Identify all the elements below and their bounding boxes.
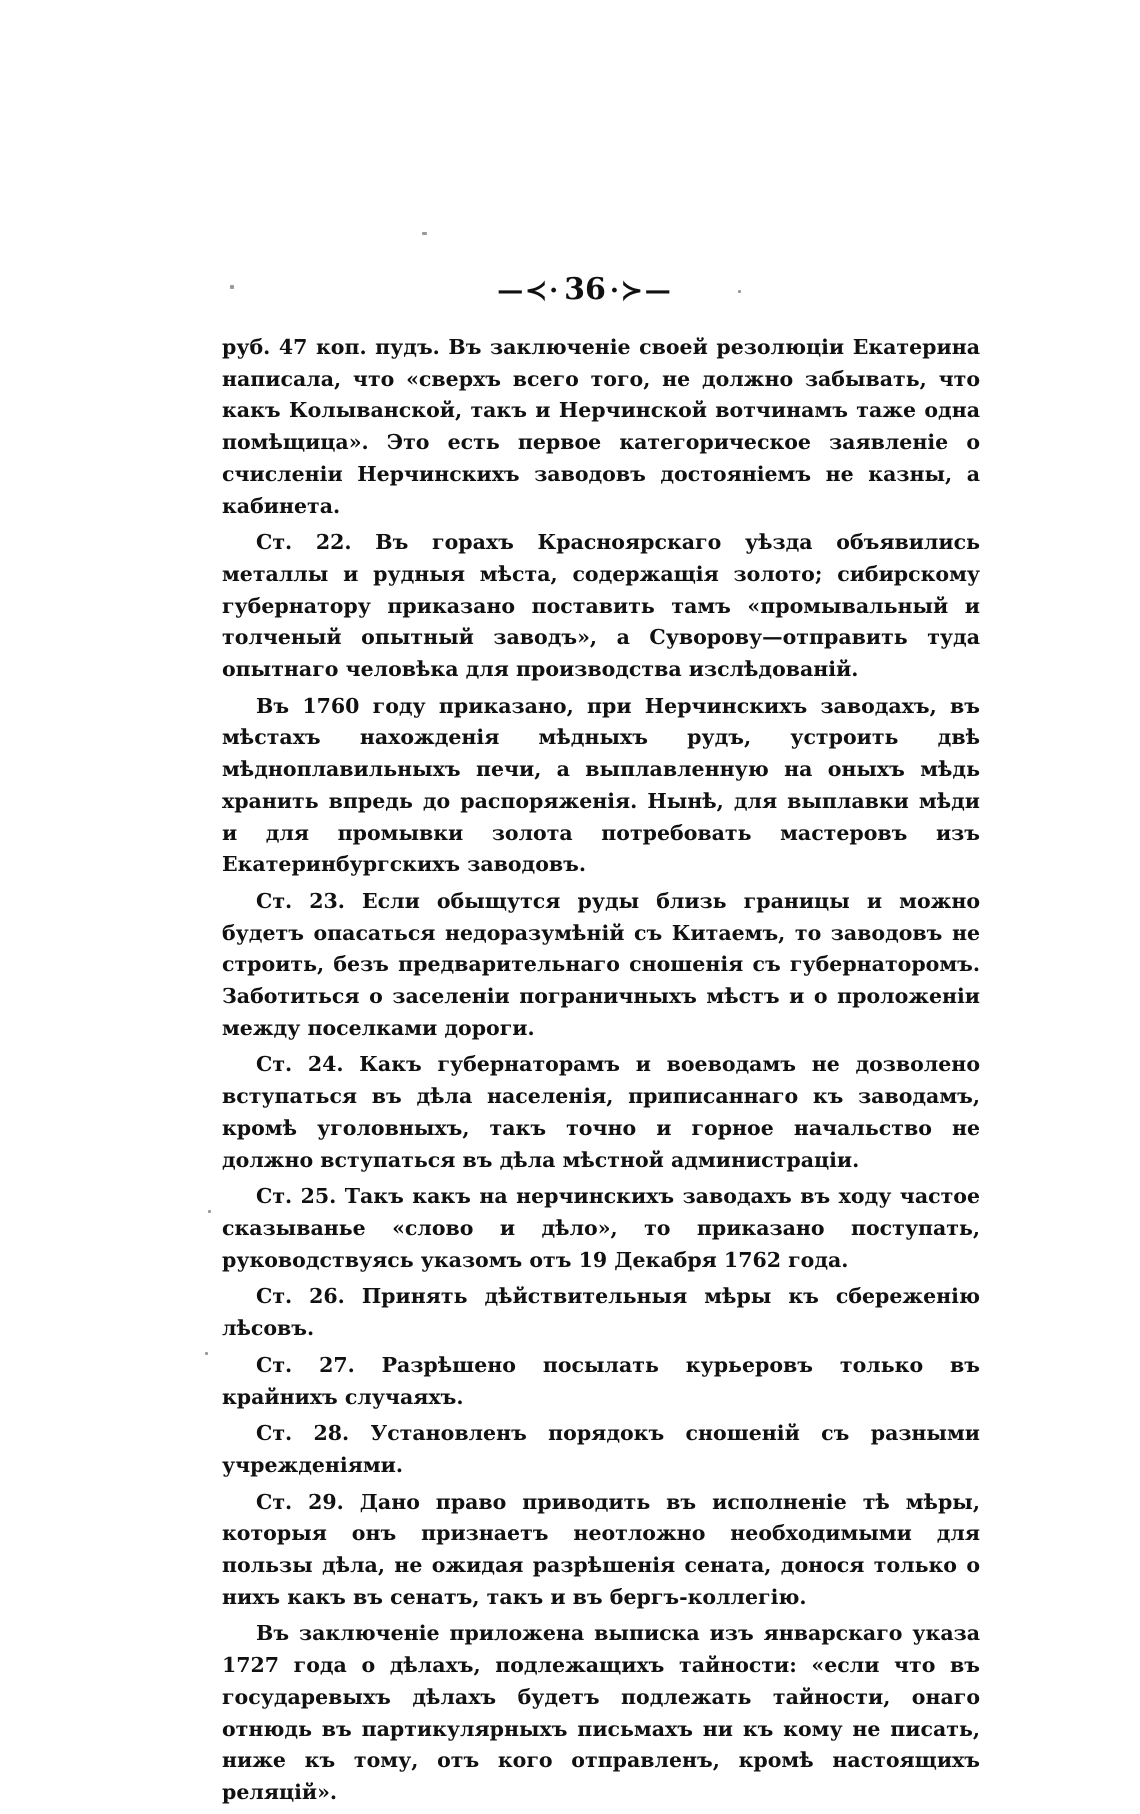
- paragraph-article-29: Ст. 29. Дано право приводить въ исполненіе тѣ мѣры, которыя онъ признаетъ неотложно необходимыми для пользы дѣла, не ожидая разрѣшенія сената, донося только о нихъ какъ въ сенатъ, такъ и въ бергъ-коллегію.: [222, 1489, 980, 1609]
- paragraph-1760: Въ 1760 году приказано, при Нерчинскихъ заводахъ, въ мѣстахъ нахожденія мѣдныхъ рудъ, устроить двѣ мѣдноплавильныхъ печи, а выплавленную на оныхъ мѣдь хранить впредь до распоряженія. Нынѣ, для выплавки мѣди и для промывки золота потребовать мастеровъ изъ Екатеринбургскихъ заводовъ.: [222, 693, 980, 877]
- paragraph-article-24: Ст. 24. Какъ губернаторамъ и воеводамъ не дозволено вступаться въ дѣла населенія, приписаннаго къ заводамъ, кромѣ уголовныхъ, такъ точно и горное начальство не должно вступаться въ дѣла мѣстной администраціи.: [222, 1052, 980, 1172]
- right-ornament: ·≻—: [609, 276, 673, 306]
- page-number: 36: [564, 272, 606, 307]
- scan-speck: [738, 290, 741, 293]
- page-header: [480, 266, 690, 316]
- paragraph-article-22: Ст. 22. Въ горахъ Красноярскаго уѣзда объявились металлы и рудныя мѣста, содержащія золото; сибирскому губернатору приказано поставить тамъ «промывальный и толченый опытный заводъ», а Суворову—отправить туда опытнаго человѣка для производства изслѣдованій.: [222, 530, 980, 682]
- paragraph-article-26: Ст. 26. Принять дѣйствительныя мѣры къ сбереженію лѣсовъ.: [222, 1284, 980, 1341]
- paragraph-article-27: Ст. 27. Разрѣшено посылать курьеровъ только въ крайнихъ случаяхъ.: [222, 1352, 980, 1409]
- paragraph-article-23: Ст. 23. Если обыщутся руды близь границы и можно будетъ опасаться недоразумѣній съ Китаемъ, то заводовъ не строить, безъ предварительнаго сношенія съ губернаторомъ. Заботиться о заселеніи пограничныхъ мѣстъ и о проложеніи между поселками дороги.: [222, 888, 980, 1040]
- scan-speck: [422, 232, 427, 235]
- paragraph-article-28: Ст. 28. Установленъ порядокъ сношеній съ разными учрежденіями.: [222, 1421, 980, 1477]
- scan-speck: [208, 1210, 211, 1213]
- scan-speck: [230, 285, 234, 289]
- paragraph-article-25: Ст. 25. Такъ какъ на нерчинскихъ заводахъ въ ходу частое сказыванье «слово и дѣло», то приказано поступать, руководствуясь указомъ отъ 19 Декабря 1762 года.: [222, 1184, 980, 1272]
- paragraph-conclusion: Въ заключеніе приложена выписка изъ январскаго указа 1727 года о дѣлахъ, подлежащихъ тайности: «если что въ государевыхъ дѣлахъ будетъ подлежать тайности, онаго отнюдь въ партикулярныхъ письмахъ ни къ кому не писать, ниже къ тому, отъ кого отправленъ, кромѣ настоящихъ реляцій».: [222, 1621, 980, 1804]
- left-ornament: —≺·: [497, 276, 561, 306]
- paragraph-continuation: руб. 47 коп. пудъ. Въ заключеніе своей резолюціи Екатерина написала, что «сверхъ всего того, не должно забывать, что какъ Колыванской, такъ и Нерчинской вотчинамъ таже одна помѣщица». Это есть первое категорическое заявленіе о счисленіи Нерчинскихъ заводовъ достояніемъ не казны, а кабинета.: [222, 335, 980, 518]
- scan-speck: [205, 1352, 208, 1355]
- body-text: [222, 332, 980, 1814]
